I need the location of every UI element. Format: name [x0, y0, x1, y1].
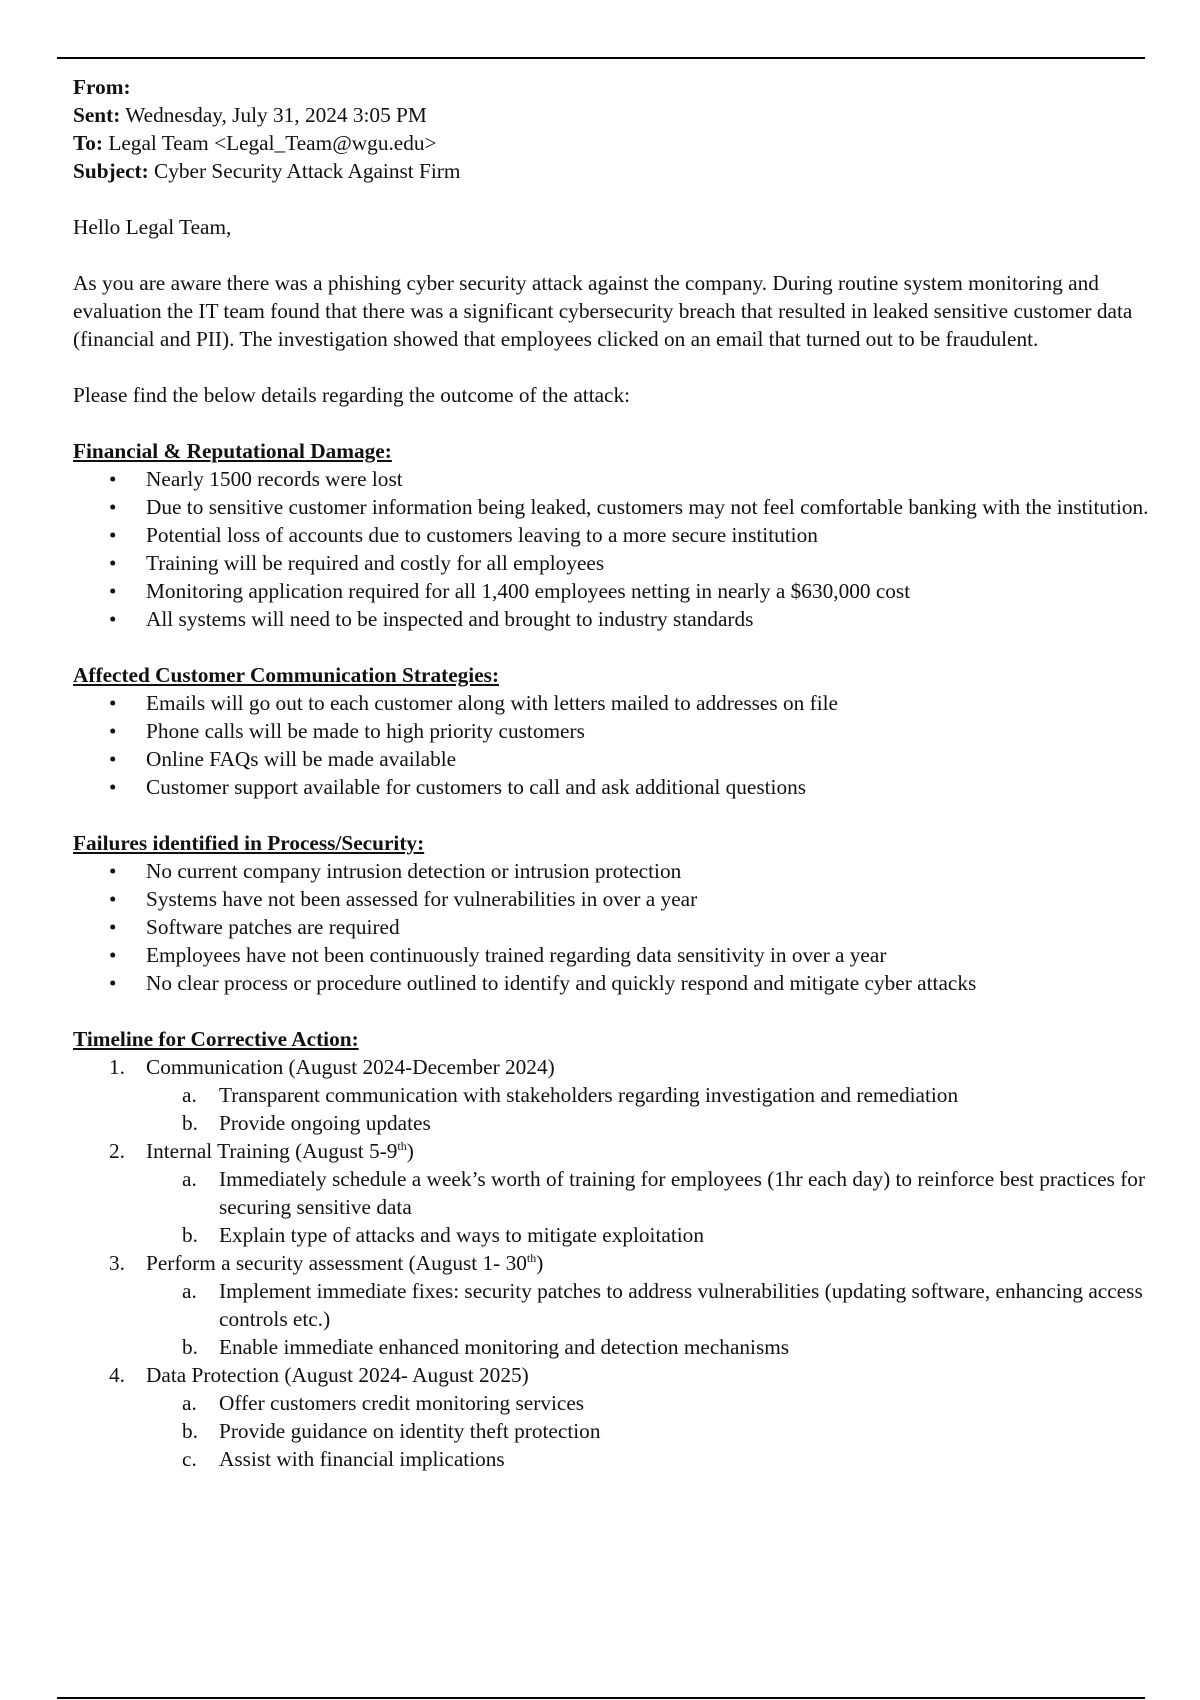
sub-letter: a. — [182, 1083, 197, 1107]
list-item: • Monitoring application required for all 1,400 employees netting in nearly a $630,000 cost — [73, 577, 1163, 605]
step-sup: th — [526, 1250, 537, 1265]
list-item: • Systems have not been assessed for vulnerabilities in over a year — [73, 885, 1163, 913]
to-value: Legal Team <Legal_Team@wgu.edu> — [108, 131, 437, 155]
list-item: • Training will be required and costly for all employees — [73, 549, 1163, 577]
sub-item — [146, 1333, 1163, 1361]
sub-letter: b. — [182, 1335, 198, 1359]
greeting: Hello Legal Team, — [73, 215, 232, 239]
sub-text: Transparent communication with stakeholders regarding investigation and remediation — [219, 1083, 959, 1107]
list-item: • No current company intrusion detection or intrusion protection — [73, 857, 1163, 885]
sub-text: Offer customers credit monitoring services — [219, 1391, 585, 1415]
sub-letter: a. — [182, 1279, 197, 1303]
sub-list — [146, 1277, 1163, 1361]
to-line — [73, 129, 1163, 157]
timeline-step — [73, 1137, 1163, 1249]
damage-section-title: Financial & Reputational Damage: — [73, 439, 392, 463]
timeline-list — [73, 1053, 1163, 1473]
sub-text: Explain type of attacks and ways to mitigate exploitation — [219, 1223, 704, 1247]
sub-letter: b. — [182, 1419, 198, 1443]
list-item: • Customer support available for customers to call and ask additional questions — [73, 773, 1163, 801]
communication-list — [73, 689, 1163, 801]
damage-list — [73, 465, 1163, 633]
sent-line — [73, 101, 1163, 129]
sub-text: Provide ongoing updates — [219, 1111, 431, 1135]
email-header — [73, 73, 1163, 185]
sub-list — [146, 1165, 1163, 1249]
step-text: Internal Training (August 5-9 — [146, 1139, 398, 1163]
list-item: • No clear process or procedure outlined to identify and quickly respond and mitigate cyber attacks — [73, 969, 1163, 997]
sub-text: Provide guidance on identity theft protection — [219, 1419, 601, 1443]
from-label: From: — [73, 75, 131, 99]
sub-text: Immediately schedule a week’s worth of training for employees (1hr each day) to reinforce best practices for securing sensitive data — [219, 1167, 1146, 1219]
subject-label: Subject: — [73, 159, 149, 183]
sent-value: Wednesday, July 31, 2024 3:05 PM — [125, 103, 427, 127]
communication-section-title: Affected Customer Communication Strategies: — [73, 663, 500, 687]
to-label: To: — [73, 131, 103, 155]
sub-item — [146, 1109, 1163, 1137]
sub-list — [146, 1389, 1163, 1473]
subject-value: Cyber Security Attack Against Firm — [154, 159, 461, 183]
list-item: • Phone calls will be made to high priority customers — [73, 717, 1163, 745]
step-number: 4. — [109, 1363, 125, 1387]
sub-item — [146, 1081, 1163, 1109]
sent-label: Sent: — [73, 103, 121, 127]
sub-item — [146, 1277, 1163, 1333]
list-item: • Online FAQs will be made available — [73, 745, 1163, 773]
top-divider — [57, 57, 1145, 59]
sub-item — [146, 1445, 1163, 1473]
subject-line — [73, 157, 1163, 185]
intro-paragraph: As you are aware there was a phishing cyber security attack against the company. During routine system monitoring and evaluation the IT team found that there was a significant cybersecurity breach that resulted in leaked sensitive customer data (financial and PII). The investigation showed that employees clicked on an email that turned out to be fraudulent. — [73, 271, 1133, 351]
step-text-end: ) — [406, 1139, 414, 1163]
sub-letter: a. — [182, 1391, 197, 1415]
step-text: Communication (August 2024-December 2024) — [146, 1055, 555, 1079]
failures-section-title: Failures identified in Process/Security: — [73, 831, 425, 855]
bottom-divider — [57, 1697, 1145, 1699]
timeline-step — [73, 1249, 1163, 1361]
list-item: • Potential loss of accounts due to customers leaving to a more secure institution — [73, 521, 1163, 549]
list-item: • Nearly 1500 records were lost — [73, 465, 1163, 493]
list-item: • All systems will need to be inspected and brought to industry standards — [73, 605, 1163, 633]
sub-letter: b. — [182, 1223, 198, 1247]
timeline-step — [73, 1053, 1163, 1137]
sub-item — [146, 1389, 1163, 1417]
list-item: • Due to sensitive customer information being leaked, customers may not feel comfortable banking with the institution. — [73, 493, 1163, 521]
step-text: Perform a security assessment (August 1- 30 — [146, 1251, 527, 1275]
sub-item — [146, 1165, 1163, 1221]
sub-letter: a. — [182, 1167, 197, 1191]
step-number: 2. — [109, 1139, 125, 1163]
step-number: 1. — [109, 1055, 125, 1079]
list-item: • Emails will go out to each customer along with letters mailed to addresses on file — [73, 689, 1163, 717]
from-line — [73, 73, 1163, 101]
sub-list — [146, 1081, 1163, 1137]
sub-item — [146, 1221, 1163, 1249]
sub-letter: b. — [182, 1111, 198, 1135]
timeline-section-title: Timeline for Corrective Action: — [73, 1027, 359, 1051]
list-item: • Software patches are required — [73, 913, 1163, 941]
step-sup: th — [397, 1138, 407, 1153]
email-document — [73, 73, 1163, 1473]
sub-item — [146, 1417, 1163, 1445]
timeline-step — [73, 1361, 1163, 1473]
details-intro: Please find the below details regarding the outcome of the attack: — [73, 383, 631, 407]
failures-list — [73, 857, 1163, 997]
step-number: 3. — [109, 1251, 125, 1275]
step-text: Data Protection (August 2024- August 2025) — [146, 1363, 529, 1387]
sub-letter: c. — [182, 1447, 197, 1471]
list-item: • Employees have not been continuously trained regarding data sensitivity in over a year — [73, 941, 1163, 969]
step-text-end: ) — [536, 1251, 544, 1275]
sub-text: Assist with financial implications — [219, 1447, 505, 1471]
sub-text: Implement immediate fixes: security patches to address vulnerabilities (updating software, enhancing access controls etc.) — [219, 1279, 1143, 1331]
sub-text: Enable immediate enhanced monitoring and detection mechanisms — [219, 1335, 790, 1359]
